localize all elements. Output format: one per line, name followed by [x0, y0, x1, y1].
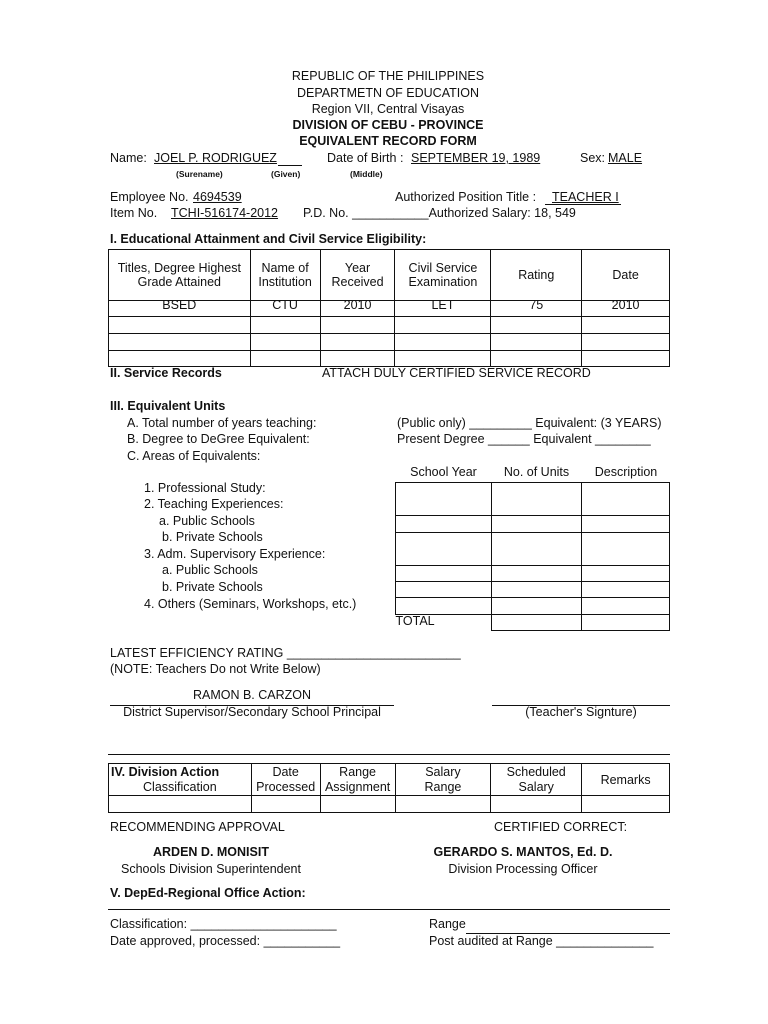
years-teaching-label: A. Total number of years teaching:	[127, 416, 317, 430]
form-title: EQUIVALENT RECORD FORM	[299, 134, 477, 148]
regional-classification: Classification: _____________________	[110, 917, 337, 931]
header-rating: Rating	[491, 250, 582, 301]
header-division: DIVISION OF CEBU - PROVINCE	[292, 118, 484, 132]
item-adm-private: b. Private Schools	[162, 580, 263, 594]
employee-no-value: 4694539	[193, 190, 242, 204]
cell-year: 2010	[320, 301, 395, 317]
item-adm-supervisory: 3. Adm. Supervisory Experience:	[144, 547, 326, 561]
header-department: DEPARTMETN OF EDUCATION	[297, 86, 479, 100]
header-range: Range	[320, 764, 395, 780]
dpo-name: GERARDO S. MANTOS, Ed. D.	[433, 845, 613, 859]
areas-of-equivalents-label: C. Areas of Equivalents:	[127, 449, 261, 463]
sds-name: ARDEN D. MONISIT	[153, 845, 269, 859]
table-row	[396, 516, 670, 533]
cell-rating: 75	[491, 301, 582, 317]
section2-title: II. Service Records	[110, 366, 222, 380]
col-description: Description	[594, 465, 658, 479]
date-approved: Date approved, processed: ___________	[110, 934, 341, 948]
header-processed: Processed	[251, 780, 320, 796]
table-row	[396, 566, 670, 582]
position-label: Authorized Position Title :	[395, 190, 537, 204]
item-no-value: TCHI-516174-2012	[171, 206, 279, 220]
efficiency-rating: LATEST EFFICIENCY RATING _________________________	[110, 646, 461, 660]
dob-value: SEPTEMBER 19, 1989	[411, 151, 541, 165]
table-row	[396, 582, 670, 598]
name-label: Name:	[110, 151, 147, 165]
position-value: TEACHER I	[552, 190, 619, 204]
regional-range-label: Range	[429, 917, 466, 931]
table-row	[396, 598, 670, 615]
header-republic: REPUBLIC OF THE PHILIPPINES	[291, 69, 485, 83]
divider-line	[108, 754, 670, 755]
teacher-signature-label: (Teacher's Signture)	[525, 705, 637, 719]
header-institution: Name of Institution	[250, 250, 320, 301]
post-audited: Post audited at Range ______________	[429, 934, 654, 948]
cell-exam: LET	[395, 301, 491, 317]
recommending-approval: RECOMMENDING APPROVAL	[110, 820, 285, 834]
table-row	[396, 483, 670, 516]
section4-title: IV. Division Action	[109, 764, 252, 780]
total-label: TOTAL	[396, 615, 492, 631]
section1-title: I. Educational Attainment and Civil Service Eligibility:	[110, 232, 427, 246]
name-value: JOEL P. RODRIGUEZ	[154, 151, 277, 165]
section5-title: V. DepEd-Regional Office Action:	[110, 886, 306, 900]
table-row	[396, 615, 670, 631]
table-row	[396, 533, 670, 566]
division-action-table	[108, 763, 670, 813]
header-year-received: Year Received	[320, 250, 395, 301]
pd-no-salary: P.D. No. ___________Authorized Salary: 18, 549	[303, 206, 576, 220]
position-underline	[545, 204, 621, 205]
item-teaching-public: a. Public Schools	[159, 514, 255, 528]
supervisor-name: RAMON B. CARZON	[192, 688, 312, 702]
item-others: 4. Others (Seminars, Workshops, etc.)	[144, 597, 357, 611]
item-teaching-private: b. Private Schools	[162, 530, 263, 544]
years-teaching-equivalent: (Public only) _________ Equivalent: (3 YEARS)	[397, 416, 662, 430]
item-adm-public: a. Public Schools	[162, 563, 258, 577]
table-row	[109, 796, 670, 813]
teachers-note: (NOTE: Teachers Do not Write Below)	[110, 662, 321, 676]
surname-hint: (Surename)	[176, 169, 223, 179]
header-date: Date	[582, 250, 670, 301]
table-row	[109, 301, 670, 317]
header-scheduled-salary: Salary	[491, 780, 582, 796]
header-assignment: Assignment	[320, 780, 395, 796]
section5-divider	[108, 909, 670, 910]
item-professional-study: 1. Professional Study:	[144, 481, 266, 495]
dob-label: Date of Birth :	[327, 151, 404, 165]
service-record-note: ATTACH DULY CERTIFIED SERVICE RECORD	[322, 366, 591, 380]
middle-hint: (Middle)	[350, 169, 383, 179]
table-row	[109, 334, 670, 351]
name-underline	[278, 165, 302, 166]
header-salary-range: Range	[395, 780, 491, 796]
header-salary: Salary	[395, 764, 491, 780]
cell-date: 2010	[582, 301, 670, 317]
dpo-title: Division Processing Officer	[448, 862, 598, 876]
employee-no-label: Employee No.	[110, 190, 189, 204]
supervisor-title: District Supervisor/Secondary School Principal	[123, 705, 381, 719]
education-table	[108, 249, 670, 367]
certified-correct: CERTIFIED CORRECT:	[494, 820, 628, 834]
sex-label: Sex:	[580, 151, 606, 165]
col-school-year: School Year	[410, 465, 477, 479]
col-no-units: No. of Units	[503, 465, 570, 479]
header-date: Date	[251, 764, 320, 780]
table-row	[109, 317, 670, 334]
sex-value: MALE	[608, 151, 643, 165]
cell-degree: BSED	[109, 301, 251, 317]
present-degree-equivalent: Present Degree ______ Equivalent ________	[397, 432, 651, 446]
sds-title: Schools Division Superintendent	[121, 862, 301, 876]
item-no-label: Item No.	[110, 206, 158, 220]
header-scheduled: Scheduled	[491, 764, 582, 780]
section3-title: III. Equivalent Units	[110, 399, 226, 413]
item-teaching-experiences: 2. Teaching Experiences:	[144, 497, 284, 511]
given-hint: (Given)	[271, 169, 301, 179]
equivalents-table	[395, 482, 670, 631]
degree-equivalent-label: B. Degree to DeGree Equivalent:	[127, 432, 310, 446]
header-titles-degree: Titles, Degree Highest Grade Attained	[109, 250, 251, 301]
header-civil-service: Civil Service Examination	[395, 250, 491, 301]
cell-institution: CTU	[250, 301, 320, 317]
header-remarks: Remarks	[582, 764, 670, 796]
table-row	[109, 351, 670, 367]
header-classification: Classification	[109, 780, 252, 796]
header-region: Region VII, Central Visayas	[311, 102, 465, 116]
